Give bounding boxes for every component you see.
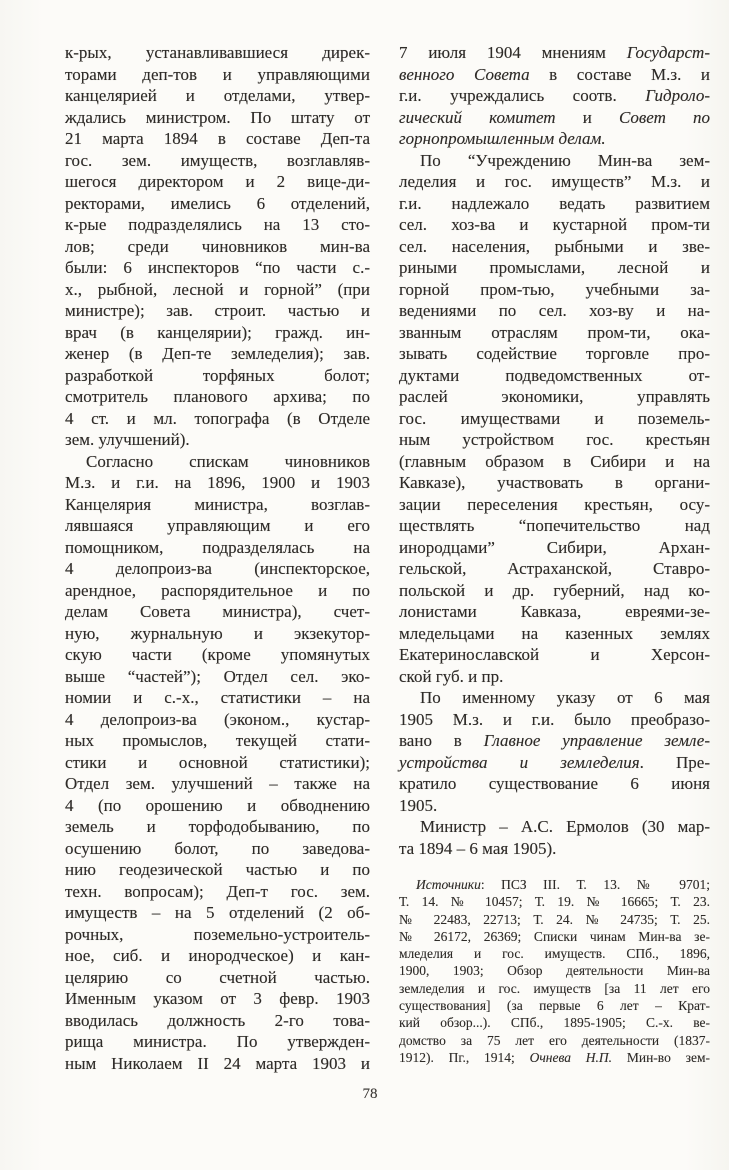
text-line: вано в Главное управление земле- <box>399 731 710 750</box>
text-line: та 1894 – 6 мая 1905). <box>399 838 557 858</box>
paragraph <box>399 42 710 150</box>
text-line: нию геодезической частью и по <box>65 860 370 879</box>
text-line: выше “частей”); Отдел сел. эко- <box>65 666 370 686</box>
text-line: шегося директором и 2 вице-ди- <box>65 172 370 191</box>
text-line: сел. населения, рыбными и зве- <box>399 236 710 256</box>
text-line: рища министра. По утвержден- <box>65 1032 370 1051</box>
right-text-column <box>399 42 710 1066</box>
paragraph <box>399 876 710 1066</box>
text-line: гельской, Астраханской, Ставро- <box>399 559 710 578</box>
text-line: дуктами подведомственных от- <box>399 365 710 385</box>
text-line: министре); зав. строит. частью и <box>65 301 370 320</box>
text-line: земель и торфодобыванию, по <box>65 817 370 836</box>
text-line: Источники: ПСЗ III. Т. 13. № 9701; <box>416 877 710 892</box>
text-line: горнопромышленным делам. <box>399 129 606 148</box>
text-line: устройства и земледелия. Пре- <box>399 752 710 772</box>
text-line: кий обзор...). СПб., 1895-1905; С.-х. ве- <box>399 1015 710 1031</box>
text-line: канцелярией и отделами, утвер- <box>65 86 370 105</box>
text-line: ным Николаем II 24 марта 1903 и <box>65 1053 370 1073</box>
text-line: г.и. учреждались соотв. Гидроло- <box>399 86 710 105</box>
text-line: ным устройством гос. крестьян <box>399 430 710 449</box>
text-line: гический комитет и Совет по <box>399 107 710 127</box>
text-line: 21 марта 1894 в составе Деп-та <box>65 129 370 148</box>
text-line: Т. 14. № 10457; Т. 19. № 16665; Т. 23. <box>399 894 710 910</box>
text-line: скую части (кроме упомянутых <box>65 645 370 664</box>
text-line: существования] (за первые 6 лет – Крат- <box>399 998 710 1014</box>
text-line: горной пром-тью, учебными за- <box>399 279 710 299</box>
text-line: мледельцами на казенных землях <box>399 623 710 643</box>
text-line: гос. зем. имуществ, возглавляв- <box>65 150 370 170</box>
paragraph <box>399 816 710 859</box>
text-line: сел. хоз-ва и кустарной пром-ти <box>399 215 710 234</box>
text-line: к-рых, устанавливавшиеся дирек- <box>65 43 370 62</box>
paragraph <box>65 451 370 1075</box>
paragraph <box>399 687 710 816</box>
text-line: лявшаяся управляющим и его <box>65 516 370 535</box>
text-line: рочных, поземельно-устроитель- <box>65 924 370 944</box>
text-line: техн. вопросам); Деп-т гос. зем. <box>65 881 370 901</box>
page-number: 78 <box>362 1086 378 1102</box>
text-line: Согласно спискам чиновников <box>86 451 370 471</box>
text-line: осушению болот, по заведова- <box>65 838 370 858</box>
text-line: Кавказе), участвовать в органи- <box>399 473 710 492</box>
text-line: Именным указом от 3 февр. 1903 <box>65 989 370 1008</box>
text-line: имуществ – на 5 отделений (2 об- <box>65 903 370 922</box>
paragraph <box>399 150 710 688</box>
text-line: ную, журнальную и экзекутор- <box>65 623 370 643</box>
text-line: ществлять “попечительство над <box>399 516 710 535</box>
text-line: № 22483, 22713; Т. 24. № 24735; Т. 25. <box>399 911 710 927</box>
text-line: леделия и гос. имуществ” М.з. и <box>399 172 710 191</box>
paragraph <box>65 42 370 451</box>
text-line: По именному указу от 6 мая <box>420 688 710 707</box>
text-line: к-рые подразделялись на 13 сто- <box>65 215 370 234</box>
text-line: По “Учреждению Мин-ва зем- <box>420 150 710 170</box>
text-line: № 26172, 26369; Списки чинам Мин-ва зе- <box>399 928 710 944</box>
text-line: 4 ст. и мл. топографа (в Отделе <box>65 408 370 428</box>
text-line: 7 июля 1904 мнениям Государст- <box>399 43 710 62</box>
text-line: стики и основной статистики); <box>65 752 370 772</box>
text-line: М.з. и г.и. на 1896, 1900 и 1903 <box>65 473 370 492</box>
text-line: номии и с.-х., статистики – на <box>65 688 370 707</box>
text-line: разработкой торфяных болот; <box>65 365 370 385</box>
text-line: (главным образом в Сибири и на <box>399 451 710 471</box>
text-line: риными промыслами, лесной и <box>399 258 710 277</box>
text-line: званным отраслям пром-ти, ока- <box>399 322 710 342</box>
text-line: лов; среди чиновников мин-ва <box>65 236 370 256</box>
text-line: арендное, распорядительное и по <box>65 580 370 600</box>
text-line: делам Совета министра), счет- <box>65 602 370 621</box>
text-line: ской губ. и пр. <box>399 666 504 686</box>
text-line: раслей экономики, управлять <box>399 387 710 406</box>
text-line: ведениями по сел. хоз-ву и на- <box>399 301 710 320</box>
text-line: зывать содействие торговле про- <box>399 344 710 363</box>
text-line: Министр – А.С. Ермолов (30 мар- <box>420 817 710 836</box>
text-line: 4 делопроиз-ва (инспекторское, <box>65 559 370 578</box>
text-line: мледелия и гос. имуществ. СПб., 1896, <box>399 946 710 962</box>
left-text-column <box>65 42 370 1074</box>
text-line: ное, сиб. и инородческое) и кан- <box>65 946 370 965</box>
text-line: г.и. надлежало ведать развитием <box>399 193 710 213</box>
text-line: зации переселения крестьян, осу- <box>399 494 710 514</box>
text-line: помощником, подразделялась на <box>65 537 370 557</box>
text-line: вводилась должность 2-го това- <box>65 1010 370 1030</box>
text-line: инородцами” Сибири, Архан- <box>399 537 710 557</box>
text-line: 4 делопроиз-ва (эконом., кустар- <box>65 709 370 729</box>
text-line: 1912). Пг., 1914; Очнева Н.П. Мин-во зем- <box>399 1049 711 1065</box>
text-line: зем. улучшений). <box>65 430 190 449</box>
text-line: торами деп-тов и управляющими <box>65 64 370 84</box>
text-line: гос. имуществами и поземель- <box>399 408 710 428</box>
text-line: венного Совета в составе М.з. и <box>399 64 710 84</box>
text-line: женер (в Деп-те земледелия); зав. <box>65 344 370 363</box>
text-line: Канцелярия министра, возглав- <box>65 494 370 514</box>
text-line: лонистами Кавказа, евреями-зе- <box>399 602 710 621</box>
text-line: целярию со счетной частью. <box>65 967 370 987</box>
text-line: Отдел зем. улучшений – также на <box>65 774 370 793</box>
text-line: кратило существование 6 июня <box>399 774 710 793</box>
text-line: польской и др. губерний, над ко- <box>399 580 710 600</box>
text-line: х., рыбной, лесной и горной” (при <box>65 279 370 299</box>
text-line: Екатеринославской и Херсон- <box>399 645 710 664</box>
text-line: 1905. <box>399 795 438 815</box>
text-line: были: 6 инспекторов “по части с.- <box>65 258 370 277</box>
text-line: смотритель планового архива; по <box>65 387 370 406</box>
text-line: ректорами, имелись 6 отделений, <box>65 193 370 213</box>
text-line: врач (в канцелярии); гражд. ин- <box>65 322 370 342</box>
text-line: ждались министром. По штату от <box>65 107 370 127</box>
text-line: 4 (по орошению и обводнению <box>65 795 370 815</box>
text-line: 1900, 1903; Обзор деятельности Мин-ва <box>399 963 710 979</box>
text-line: ных промыслов, текущей стати- <box>65 731 370 750</box>
text-line: домство за 75 лет его деятельности (1837- <box>399 1032 710 1048</box>
text-line: 1905 М.з. и г.и. было преобразо- <box>399 709 710 729</box>
text-line: земледелия и гос. имуществ [за 11 лет его <box>399 980 710 996</box>
